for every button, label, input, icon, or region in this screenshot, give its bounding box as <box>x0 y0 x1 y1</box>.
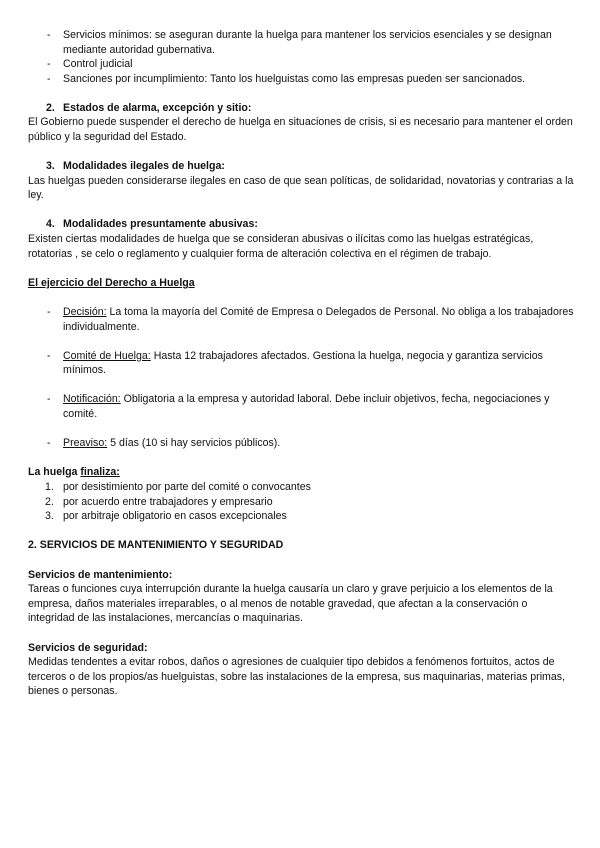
list-item <box>28 509 574 524</box>
definition: La toma la mayoría del Comité de Empresa o Delegados de Personal. No obliga a los trabajadores individualmente. <box>63 305 574 333</box>
item-text: por acuerdo entre trabajadores y empresario <box>63 495 273 508</box>
subheading-seguridad: Servicios de seguridad: <box>28 641 148 654</box>
list-item <box>28 436 574 451</box>
heading-ilegales <box>28 159 574 174</box>
intro-list <box>28 28 574 86</box>
list-item: - Servicios mínimos: se aseguran durante la huelga para mantener los servicios esenciales y se designan mediante autoridad gubernativa. <box>28 28 574 57</box>
list-item <box>28 392 574 421</box>
paragraph-estados: El Gobierno puede suspender el derecho de huelga en situaciones de crisis, si es necesario para mantener el orden público y la seguridad del Estado. <box>28 116 573 144</box>
item-text: por arbitraje obligatorio en casos excepcionales <box>63 510 287 523</box>
paragraph-ilegales: Las huelgas pueden considerarse ilegales en caso de que sean políticas, de solidaridad, novatorias y contrarias a la ley. <box>28 174 574 202</box>
list-item: - Sanciones por incumplimiento: Tanto los huelguistas como las empresas pueden ser sancionados. <box>28 72 574 87</box>
subheading-mantenimiento: Servicios de mantenimiento: <box>28 568 173 581</box>
term: Comité de Huelga: <box>63 349 151 362</box>
section-title-ejercicio: El ejercicio del Derecho a Huelga <box>28 276 195 289</box>
list-item: - Control judicial <box>28 57 574 72</box>
definition: Hasta 12 trabajadores afectados. Gestiona la huelga, negocia y garantiza servicios mínimos. <box>63 349 543 377</box>
heading-text: Estados de alarma, excepción y sitio: <box>63 101 252 114</box>
list-item <box>28 305 574 334</box>
heading-number: 2. <box>46 101 55 114</box>
item-number: 3. <box>45 510 54 523</box>
finaliza-list <box>28 480 574 524</box>
term: Preaviso: <box>63 437 108 450</box>
definition: 5 días (10 si hay servicios públicos). <box>107 437 281 450</box>
list-item <box>28 349 574 378</box>
finaliza-label: La huelga <box>28 466 81 479</box>
term: Notificación: <box>63 393 121 406</box>
item-number: 2. <box>45 495 54 508</box>
item-text: por desistimiento por parte del comité o convocantes <box>63 481 311 494</box>
heading-text: Modalidades presuntamente abusivas: <box>63 218 258 231</box>
document-page <box>28 28 574 699</box>
term: Decisión: <box>63 305 107 318</box>
list-item <box>28 495 574 510</box>
heading-estados <box>28 101 574 116</box>
heading-abusivas <box>28 217 574 232</box>
finaliza-label-underlined: finaliza: <box>80 466 120 479</box>
paragraph-mantenimiento: Tareas o funciones cuya interrupción durante la huelga causaría un claro y grave perjuicio a los elementos de la empresa, daños materiales irreparables, o al menos de notable gravedad, que afectan a la conservación o integridad de las instalaciones, mercancías o maquinarias. <box>28 583 553 625</box>
section-title-servicios: 2. SERVICIOS DE MANTENIMIENTO Y SEGURIDAD <box>28 539 284 552</box>
ejercicio-list <box>28 305 574 451</box>
paragraph-abusivas: Existen ciertas modalidades de huelga que se consideran abusivas o ilícitas como las huelgas estratégicas, rotatorias , se celo o reglamento y cualquier forma de alteración colectiva en el régimen de trabajo. <box>28 233 534 260</box>
heading-number: 3. <box>46 160 55 173</box>
definition: Obligatoria a la empresa y autoridad laboral. Debe incluir objetivos, fecha, negociaciones y comité. <box>63 393 550 421</box>
paragraph-seguridad: Medidas tendentes a evitar robos, daños o agresiones de cualquier tipo debidos a fenómenos fortuitos, actos de terceros o de los propios/as huelguistas, sobre las instalaciones de la empresa, sus maquinarias, materias primas, bienes o personas. <box>28 656 566 698</box>
item-number: 1. <box>45 481 54 494</box>
heading-number: 4. <box>46 218 55 231</box>
finaliza-heading <box>28 465 574 480</box>
list-item <box>28 480 574 495</box>
heading-text: Modalidades ilegales de huelga: <box>63 160 225 173</box>
